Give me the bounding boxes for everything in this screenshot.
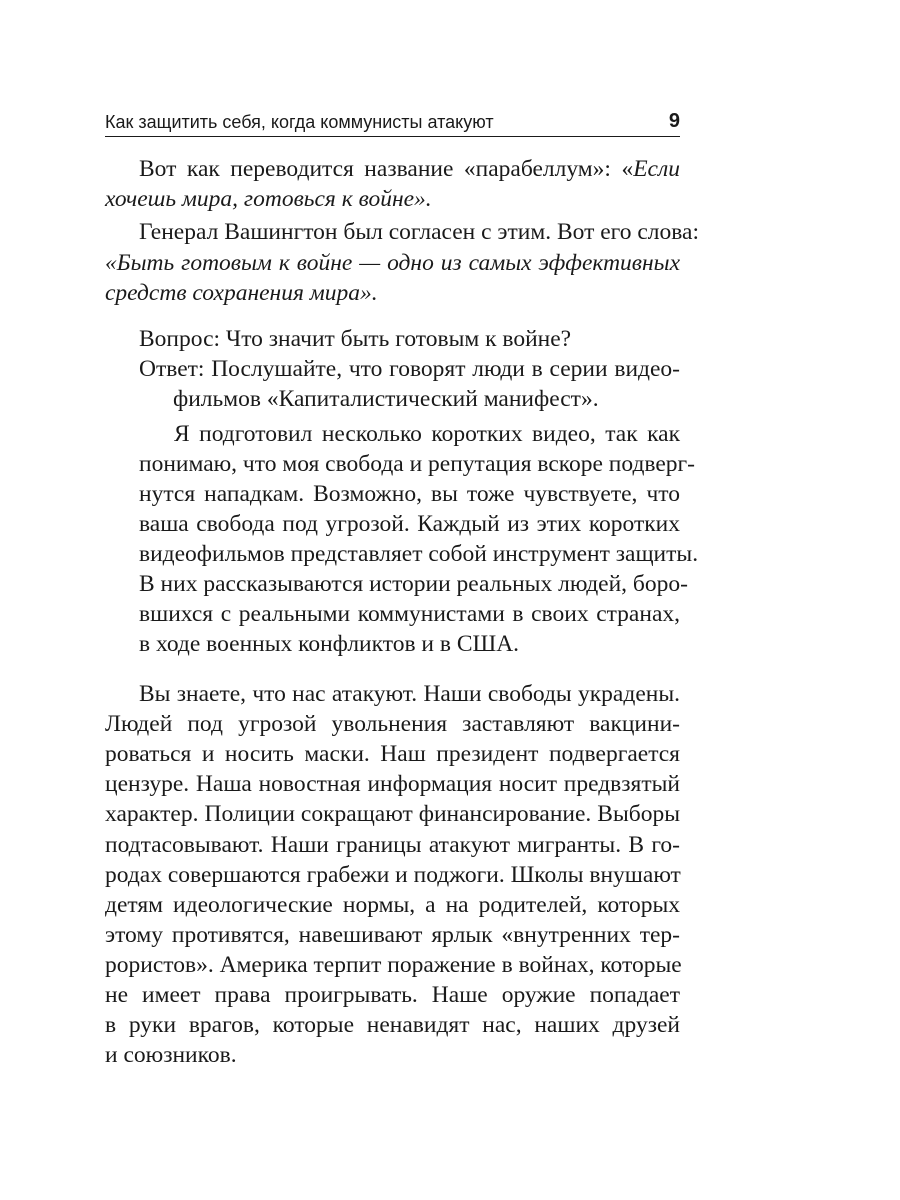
paragraph-line: «Быть готовым к войне — одно из самых эффективных [105,250,680,276]
paragraph-line [139,154,680,184]
paragraph-line: Генерал Вашингтон был согласен с этим. Вот его слова: [139,219,699,245]
body-line: рористов». Америка терпит поражение в войнах, которые [105,952,682,978]
running-header [105,106,680,137]
body-line: этому противятся, навешивают ярлык «внутренних тер- [105,922,680,948]
quote-line: нутся нападкам. Возможно, вы тоже чувствуете, что [139,481,680,507]
answer-line: Ответ: Послушайте, что говорят люди в серии видео- [139,356,680,382]
body-line: в руки врагов, которые ненавидят нас, наших друзей [105,1012,680,1038]
quote-line: В них рассказываются истории реальных людей, боро- [139,571,688,597]
quote-line: понимаю, что моя свобода и репутация вскоре подверг- [139,451,696,477]
italic-text-span: Если [633,156,680,182]
quote-line: видеофильмов представляет собой инструмент защиты. [139,541,699,567]
body-line: Людей под угрозой увольнения заставляют вакцини- [105,711,680,737]
body-line: Вы знаете, что нас атакуют. Наши свободы украдены. [139,681,680,707]
answer-line: фильмов «Капиталистический манифест». [173,386,599,412]
body-line: и союзников. [105,1042,237,1068]
quote-line: в ходе военных конфликтов и в США. [139,631,520,657]
body-line: детям идеологические нормы, а на родителей, которых [105,892,680,918]
quote-line: Я подготовил несколько коротких видео, так как [174,421,680,447]
text-span: Вот как переводится название «парабеллум»: « [139,156,634,182]
quote-line: вшихся с реальными коммунистами в своих странах, [139,601,680,627]
page-number: 9 [668,110,680,132]
body-line: характер. Полиции сокращают финансирование. Выборы [105,801,680,827]
body-line: роваться и носить маски. Наш президент подвергается [105,741,680,767]
body-line: цензуре. Наша новостная информация носит предвзятый [105,771,680,797]
body-line: родах совершаются грабежи и поджоги. Школы внушают [105,862,681,888]
body-line: подтасовывают. Наши границы атакуют мигранты. В го- [105,832,680,858]
paragraph-line: средств сохранения мира». [105,280,378,306]
paragraph-line: хочешь мира, готовься к войне». [105,186,432,212]
running-header-title: Как защитить себя, когда коммунисты атакуют [105,112,494,132]
question-line: Вопрос: Что значит быть готовым к войне? [139,326,572,352]
quote-line: ваша свобода под угрозой. Каждый из этих коротких [139,511,680,537]
body-line: не имеет права проигрывать. Наше оружие попадает [105,982,680,1008]
